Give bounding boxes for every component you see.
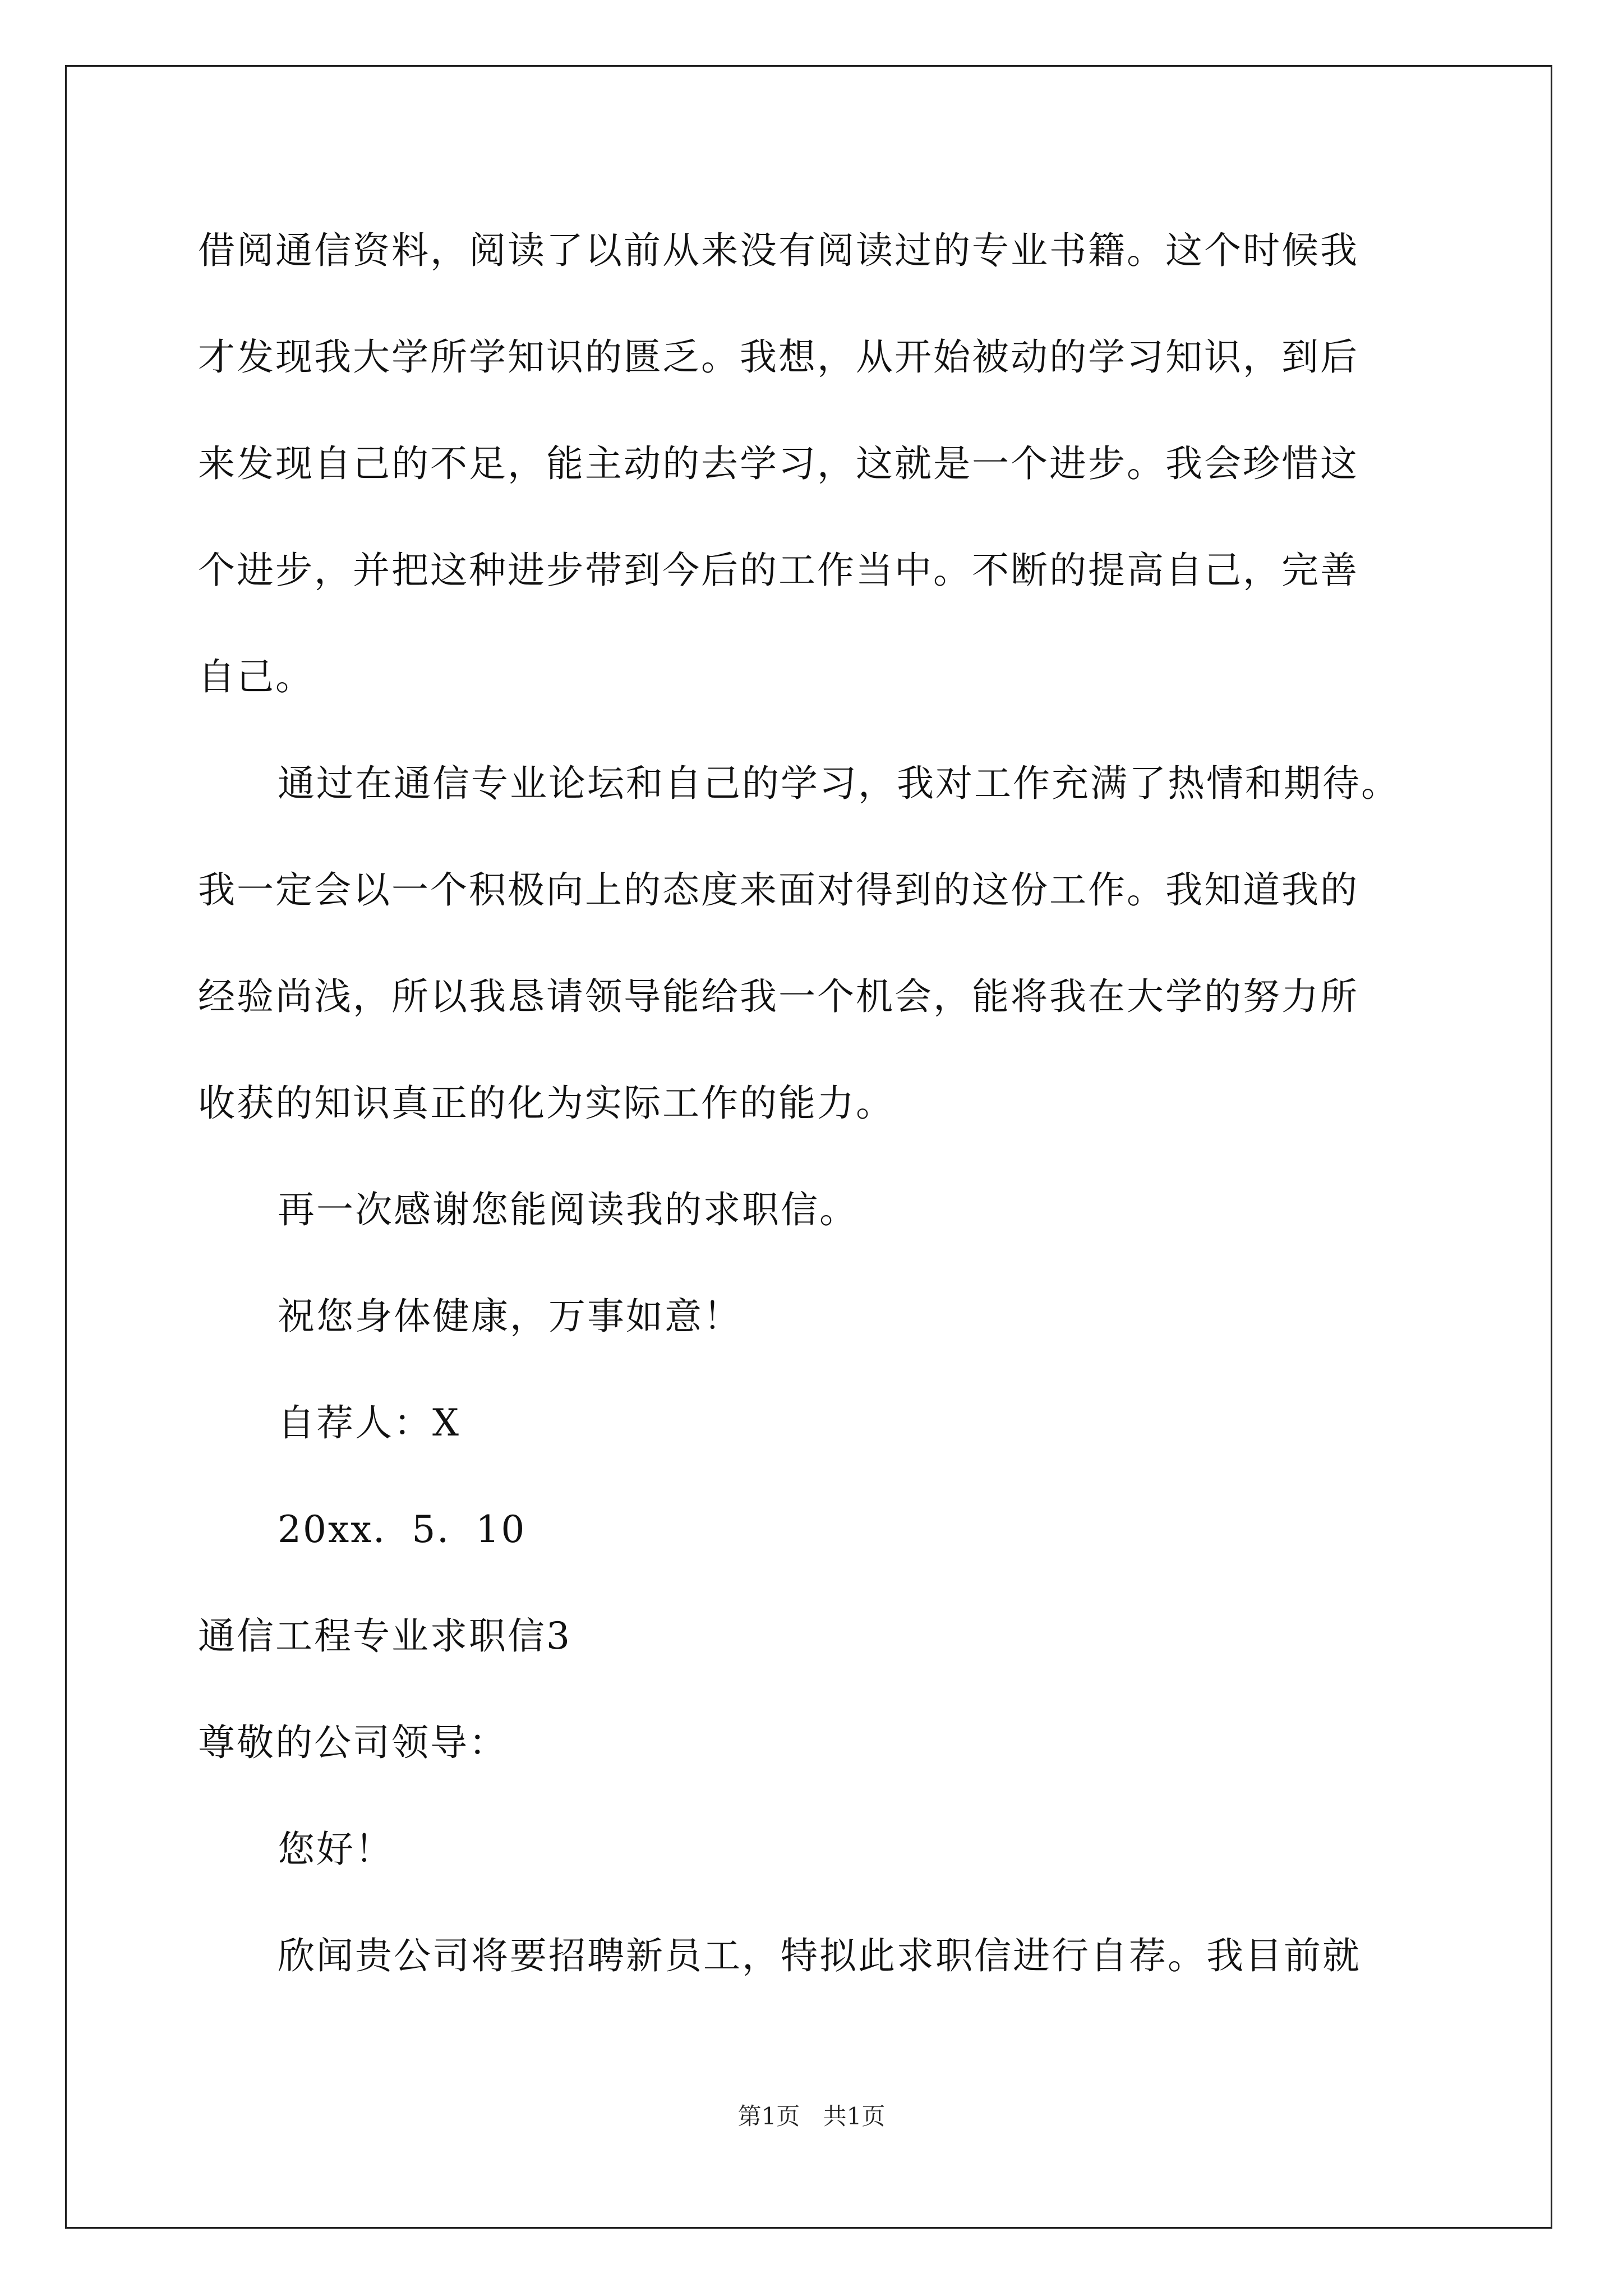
- text-line: 借阅通信资料，阅读了以前从来没有阅读过的专业书籍。这个时候我: [198, 229, 1359, 272]
- text-line: 通过在通信专业论坛和自己的学习，我对工作充满了热情和期待。: [278, 762, 1400, 805]
- text-line: 我一定会以一个积极向上的态度来面对得到的这份工作。我知道我的: [198, 868, 1359, 912]
- page-border: [65, 65, 1552, 2229]
- page-number: 第1页: [737, 2102, 800, 2130]
- text-line: 祝您身体健康，万事如意！: [278, 1295, 742, 1338]
- text-line: 个进步，并把这种进步带到今后的工作当中。不断的提高自己，完善: [198, 549, 1359, 592]
- text-line: 经验尚浅，所以我恳请领导能给我一个机会，能将我在大学的努力所: [198, 975, 1359, 1018]
- text-line: 自己。: [198, 655, 314, 698]
- text-line: 20xx．5．10: [278, 1508, 527, 1551]
- text-line: 再一次感谢您能阅读我的求职信。: [278, 1188, 858, 1231]
- greeting: 您好！: [278, 1828, 394, 1871]
- page-total: 共1页: [823, 2102, 886, 2130]
- text-line: 才发现我大学所学知识的匮乏。我想，从开始被动的学习知识，到后: [198, 335, 1359, 379]
- text-line: 收获的知识真正的化为实际工作的能力。: [198, 1082, 895, 1125]
- text-line: 来发现自己的不足，能主动的去学习，这就是一个进步。我会珍惜这: [198, 442, 1359, 485]
- page-footer: [0, 2098, 1623, 2132]
- section-heading: 通信工程专业求职信3: [198, 1614, 571, 1658]
- text-line: 欣闻贵公司将要招聘新员工，特拟此求职信进行自荐。我目前就: [278, 1934, 1361, 1977]
- text-line: 自荐人：X: [278, 1401, 460, 1444]
- salutation: 尊敬的公司领导：: [198, 1721, 508, 1764]
